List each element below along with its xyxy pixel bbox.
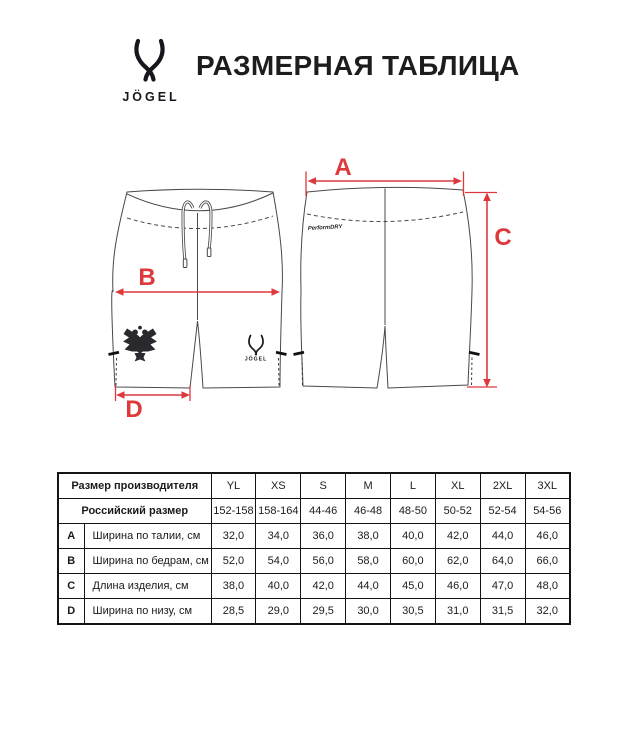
russian-size-cell: 152-158 xyxy=(211,499,256,524)
row-letter-cell: D xyxy=(58,599,84,625)
shorts-back-view xyxy=(294,187,480,388)
value-cell: 47,0 xyxy=(480,574,525,599)
aglet xyxy=(207,248,211,257)
dim-label-b: B xyxy=(138,264,156,291)
russian-size-cell: 44-46 xyxy=(301,499,346,524)
value-cell: 46,0 xyxy=(525,524,570,549)
value-cell: 42,0 xyxy=(301,574,346,599)
value-cell: 52,0 xyxy=(211,549,256,574)
value-cell: 36,0 xyxy=(301,524,346,549)
value-cell: 56,0 xyxy=(301,549,346,574)
value-cell: 44,0 xyxy=(480,524,525,549)
russian-size-cell: 50-52 xyxy=(435,499,480,524)
row-letter-cell: B xyxy=(58,549,84,574)
value-cell: 42,0 xyxy=(435,524,480,549)
dim-label-c: C xyxy=(494,224,512,251)
row-desc-cell: Ширина по талии, см xyxy=(84,524,211,549)
value-cell: 48,0 xyxy=(525,574,570,599)
value-cell: 34,0 xyxy=(256,524,301,549)
value-cell: 30,5 xyxy=(390,599,435,625)
value-cell: 32,0 xyxy=(525,599,570,625)
row-desc-cell: Длина изделия, см xyxy=(84,574,211,599)
shorts-back-outline xyxy=(301,187,472,388)
russian-size-cell: 52-54 xyxy=(480,499,525,524)
value-cell: 29,0 xyxy=(256,599,301,625)
value-cell: 66,0 xyxy=(525,549,570,574)
value-cell: 58,0 xyxy=(346,549,391,574)
value-cell: 45,0 xyxy=(390,574,435,599)
manufacturer-size-row xyxy=(58,473,570,499)
size-code-cell: L xyxy=(390,473,435,499)
size-code-cell: M xyxy=(346,473,391,499)
side-slit-tick xyxy=(469,352,480,354)
value-cell: 40,0 xyxy=(390,524,435,549)
value-cell: 31,0 xyxy=(435,599,480,625)
value-cell: 44,0 xyxy=(346,574,391,599)
size-code-cell: 2XL xyxy=(480,473,525,499)
garment-brand-text: JÖGEL xyxy=(244,356,268,363)
dim-label-a: A xyxy=(334,154,352,181)
size-table xyxy=(57,472,571,625)
row-letter-cell: C xyxy=(58,574,84,599)
measurement-row-c xyxy=(58,574,570,599)
measurement-row-d xyxy=(58,599,570,625)
shorts-front-view xyxy=(109,189,287,388)
russian-size-cell: 158-164 xyxy=(256,499,301,524)
size-code-cell: YL xyxy=(211,473,256,499)
dim-arrow-d xyxy=(116,386,191,424)
size-code-cell: 3XL xyxy=(525,473,570,499)
page-title: РАЗМЕРНАЯ ТАБЛИЦА xyxy=(196,50,520,81)
russian-size-label: Российский размер xyxy=(58,499,211,524)
value-cell: 28,5 xyxy=(211,599,256,625)
value-cell: 64,0 xyxy=(480,549,525,574)
value-cell: 62,0 xyxy=(435,549,480,574)
value-cell: 46,0 xyxy=(435,574,480,599)
russian-size-cell: 46-48 xyxy=(346,499,391,524)
row-desc-cell: Ширина по низу, см xyxy=(84,599,211,625)
size-code-cell: XS xyxy=(256,473,301,499)
value-cell: 32,0 xyxy=(211,524,256,549)
size-code-cell: XL xyxy=(435,473,480,499)
russian-size-row xyxy=(58,499,570,524)
row-desc-cell: Ширина по бедрам, см xyxy=(84,549,211,574)
russian-size-cell: 54-56 xyxy=(525,499,570,524)
value-cell: 60,0 xyxy=(390,549,435,574)
performdry-label: PerformDRY xyxy=(307,224,343,232)
value-cell: 29,5 xyxy=(301,599,346,625)
value-cell: 38,0 xyxy=(346,524,391,549)
russian-size-cell: 48-50 xyxy=(390,499,435,524)
jogel-mark-icon xyxy=(136,41,162,80)
value-cell: 54,0 xyxy=(256,549,301,574)
value-cell: 31,5 xyxy=(480,599,525,625)
value-cell: 30,0 xyxy=(346,599,391,625)
size-code-cell: S xyxy=(301,473,346,499)
measurement-row-b xyxy=(58,549,570,574)
dim-label-d: D xyxy=(125,396,143,423)
aglet xyxy=(183,259,187,268)
shorts-measurement-diagram xyxy=(0,140,624,440)
brand-logo-text: JÖGEL xyxy=(122,90,180,104)
value-cell: 38,0 xyxy=(211,574,256,599)
value-cell: 40,0 xyxy=(256,574,301,599)
measurement-row-a xyxy=(58,524,570,549)
side-slit-dashed xyxy=(472,358,473,386)
row-letter-cell: A xyxy=(58,524,84,549)
manufacturer-size-label: Размер производителя xyxy=(58,473,211,499)
brand-logo xyxy=(120,30,190,105)
